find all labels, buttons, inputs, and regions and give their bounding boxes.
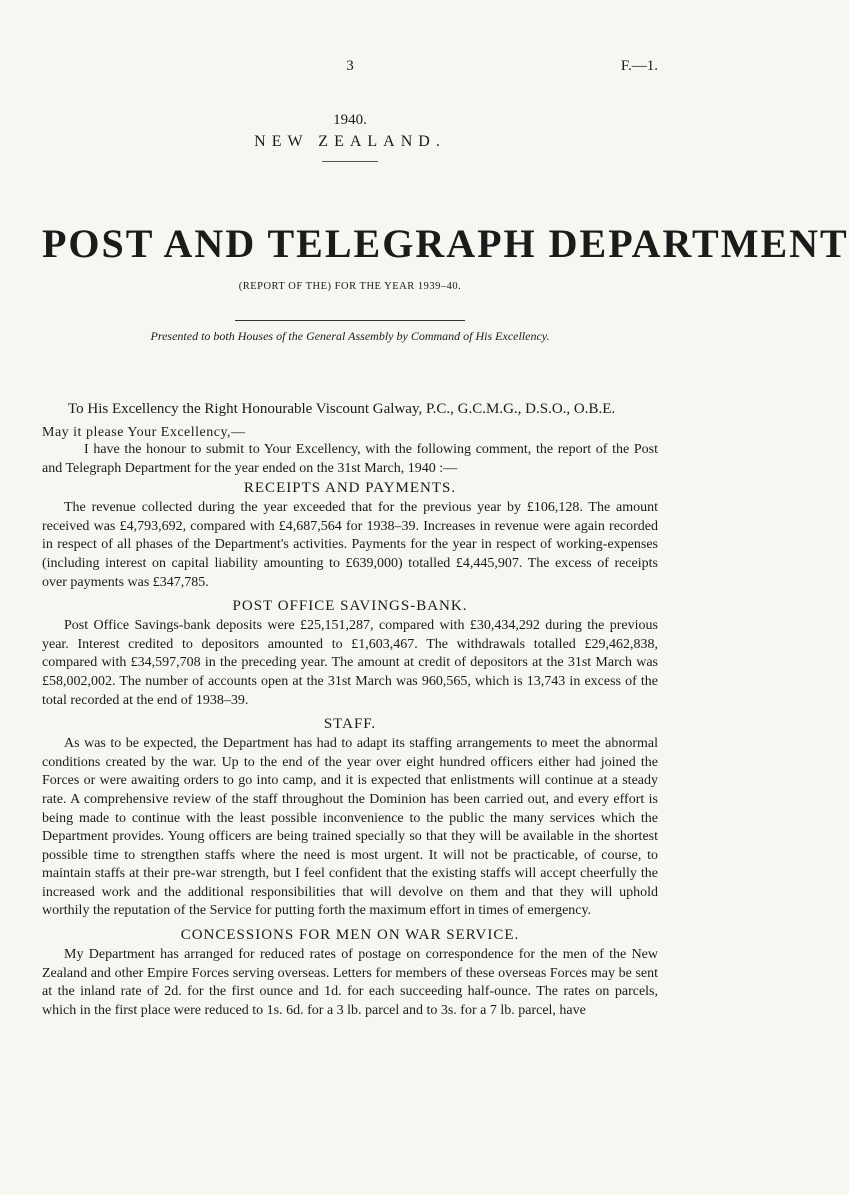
section-paragraph-receipts: The revenue collected during the year exceeded that for the previous year by £106,128. The amount received was £4,793,692, compared with £4,687,564 for 1938–39. Increases in revenue were again recorded in respect of all phases of the Department's activities. Payments for the year in respect of working-expenses (including interest on capital liability amounting to £639,000) totalled £4,445,907. The excess of receipts over payments was £347,785.	[42, 500, 658, 590]
letter-salutation: May it please Your Excellency,—	[42, 425, 246, 440]
section-paragraph-savings-bank: Post Office Savings-bank deposits were £25,151,287, compared with £30,434,292 during the previous year. Interest credited to depositors amounted to £1,603,467. The withdrawals totalled £29,462,838, compared with £34,597,708 in the preceding year. The amount at credit of depositors at the 31st March was £58,002,002. The number of accounts open at the 31st March was 960,565, which is 13,743 in excess of the total recorded at the end of 1938–39.	[42, 618, 658, 708]
document-title: POST AND TELEGRAPH DEPARTMENT	[42, 221, 849, 266]
document-subtitle: (REPORT OF THE) FOR THE YEAR 1939–40.	[238, 281, 462, 292]
document-reference: F.—1.	[620, 58, 658, 74]
page-number: 3	[346, 58, 354, 74]
section-paragraph-concessions: My Department has arranged for reduced rates of postage on correspondence for the men of the New Zealand and other Empire Forces serving overseas. Letters for members of these overseas Forces may be sent at the inland rate of 2d. for the first ounce and 1d. for each succeeding half-ounce. The rates on parcels, which in the first place were reduced to 1s. 6d. for a 3 lb. parcel and to 3s. for a 7 lb. parcel, have	[42, 947, 658, 1018]
divider-rule	[235, 320, 465, 321]
letter-intro: I have the honour to submit to Your Excellency, with the following comment, the report of the Post and Telegraph Department for the year ended on the 31st March, 1940 :—	[42, 442, 658, 476]
divider-rule	[322, 161, 378, 162]
section-heading-concessions: CONCESSIONS FOR MEN ON WAR SERVICE.	[180, 927, 520, 944]
section-heading-staff: STAFF.	[323, 716, 377, 733]
country-name: NEW ZEALAND.	[254, 133, 446, 150]
letter-address: To His Excellency the Right Honourable Viscount Galway, P.C., G.C.M.G., D.S.O., O.B.E.	[68, 401, 616, 417]
section-paragraph-staff: As was to be expected, the Department has had to adapt its staffing arrangements to meet the abnormal conditions created by the war. Up to the end of the year over eight hundred officers either had joined the Forces or were awaiting orders to go into camp, and it is expected that enlistments will continue at a steady rate. A comprehensive review of the staff throughout the Dominion has been carried out, and every effort is being made to continue with the least possible inconvenience to the public the many services which the Department provides. Young officers are being trained specially so that they will be available in the shortest possible time to strengthen staffs where the need is most urgent. It will not be practicable, of course, to maintain staffs at their pre-war strength, but I feel confident that the existing staffs will accept cheerfully the increased work and the additional responsibilities that will devolve on them and that they will uphold worthily the reputation of the Service for putting forth the maximum effort in times of emergency.	[42, 736, 658, 919]
report-year: 1940.	[333, 112, 367, 128]
page-header	[42, 0, 658, 82]
section-heading-receipts: RECEIPTS AND PAYMENTS.	[243, 480, 457, 497]
presentation-note: Presented to both Houses of the General Assembly by Command of His Excellency.	[150, 329, 550, 343]
section-heading-savings-bank: POST OFFICE SAVINGS-BANK.	[232, 598, 468, 615]
